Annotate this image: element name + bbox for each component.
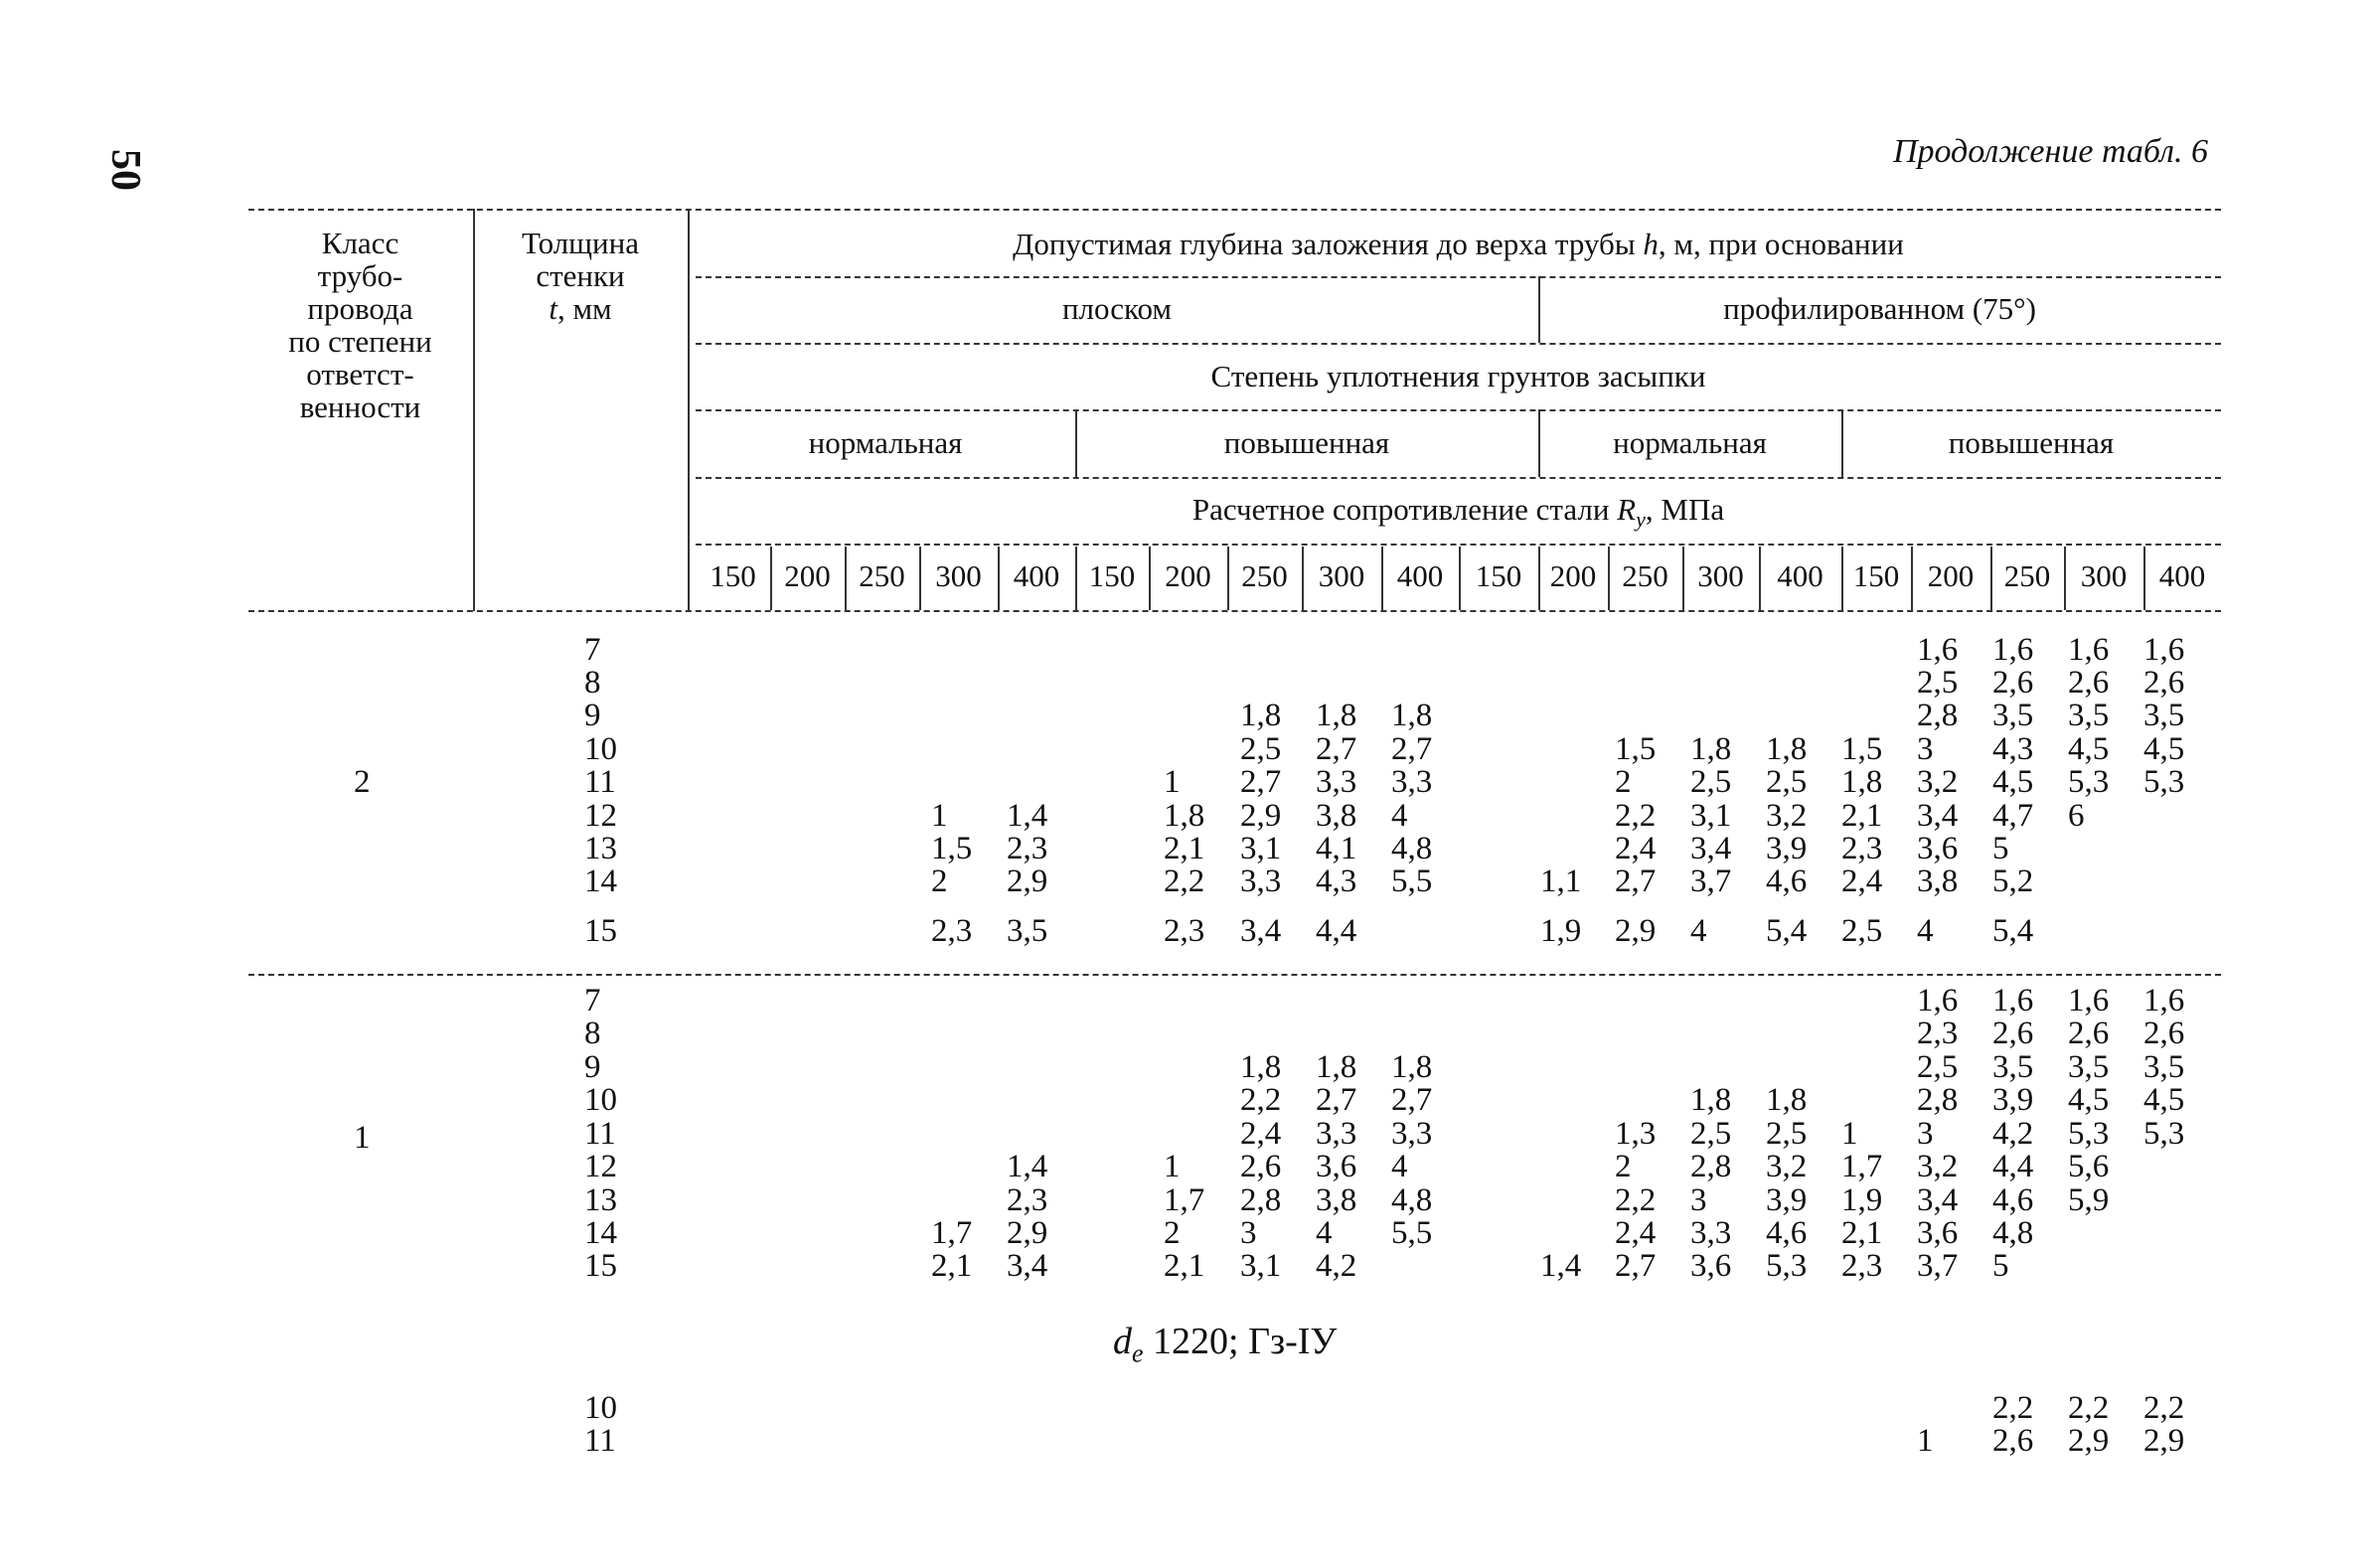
section2-cell: 2,5: [1690, 1116, 1732, 1152]
ry-value: 150: [1852, 558, 1900, 593]
section1-cell: 2,4: [1841, 863, 1883, 899]
section1-cell: 3,6: [1917, 831, 1959, 866]
section2-cell: 1,6: [2143, 983, 2185, 1019]
section1-cell: 2: [1615, 764, 1632, 800]
ry-value: 200: [1165, 558, 1211, 593]
section1-cell: 3,4: [1690, 831, 1732, 866]
section2-cell: 2: [1615, 1149, 1632, 1184]
ry-value: 150: [710, 558, 756, 593]
section1-cell: 3,5: [2068, 698, 2110, 733]
section2-cell: 1,3: [1615, 1116, 1657, 1152]
header-bottom-rule: [248, 610, 2221, 612]
section3-cell: 2,2: [2068, 1390, 2110, 1426]
section2-cell: 2,2: [1240, 1082, 1282, 1118]
section2-cell: 2,6: [2143, 1016, 2185, 1051]
section3-cell: 2,2: [1992, 1390, 2034, 1426]
section2-cell: 3,2: [1917, 1149, 1959, 1184]
ry-value: 300: [935, 558, 982, 593]
section3-cell: 2,2: [2143, 1390, 2185, 1426]
section1-cell: 2,6: [2068, 665, 2110, 701]
ry-divider: [1459, 547, 1461, 610]
section2-thickness: 12: [584, 1149, 617, 1184]
section1-cell: 1,5: [1841, 731, 1883, 767]
header-rule-6: [696, 544, 2221, 546]
section1-cell: 1: [931, 798, 948, 834]
ry-divider: [1841, 547, 1843, 610]
ry-divider: [1682, 547, 1684, 610]
section2-cell: 1,8: [1391, 1049, 1433, 1085]
section1-cell: 2,3: [931, 913, 973, 949]
section2-cell: 2,7: [1615, 1248, 1657, 1284]
header-compaction-title: Степень уплотнения грунтов засыпки: [1210, 359, 1706, 393]
section1-cell: 2: [931, 863, 948, 899]
ry-value: 150: [1475, 558, 1522, 593]
section2-cell: 2,8: [1240, 1182, 1282, 1218]
header-rule-4: [696, 409, 2221, 411]
section1-cell: 3,3: [1316, 764, 1357, 800]
section1-thickness: 13: [584, 831, 617, 866]
ry-divider: [1759, 547, 1761, 610]
table-top-rule: [248, 209, 2221, 211]
section1-thickness: 15: [584, 913, 617, 949]
header-depth-title: Допустимая глубина заложения до верха трубы h, м, при основании: [1013, 227, 1904, 261]
section1-cell: 1,6: [1992, 632, 2034, 668]
section1-cell: 2,4: [1615, 831, 1657, 866]
section2-thickness: 7: [584, 983, 601, 1019]
section1-cell: 5,3: [2143, 764, 2185, 800]
section2-cell: 3,4: [1917, 1182, 1959, 1218]
section1-cell: 2,5: [1766, 764, 1808, 800]
section1-cell: 2,5: [1690, 764, 1732, 800]
section1-cell: 1,8: [1316, 698, 1357, 733]
section3-cell: 2,9: [2068, 1423, 2110, 1459]
section1-cell: 5,4: [1992, 913, 2034, 949]
ry-value: 200: [784, 558, 831, 593]
section2-cell: 1,8: [1240, 1049, 1282, 1085]
section2-cell: 2,6: [1240, 1149, 1282, 1184]
section1-cell: 1,8: [1841, 764, 1883, 800]
section2-cell: 1,4: [1540, 1248, 1582, 1284]
section2-cell: 3: [1690, 1182, 1707, 1218]
section2-cell: 4: [1391, 1149, 1408, 1184]
header-vline-2: [688, 209, 690, 611]
section1-cell: 2,9: [1240, 798, 1282, 834]
section2-cell: 3,3: [1316, 1116, 1357, 1152]
section3-thickness: 11: [584, 1423, 616, 1459]
section1-cell: 5: [1992, 831, 2009, 866]
section2-cell: 5,3: [1766, 1248, 1808, 1284]
section1-cell: 3,2: [1917, 764, 1959, 800]
ry-divider: [998, 547, 1000, 610]
section2-cell: 4,6: [1766, 1215, 1808, 1251]
section1-cell: 1,8: [1164, 798, 1205, 834]
section1-cell: 5,2: [1992, 863, 2034, 899]
section1-cell: 2,5: [1917, 665, 1959, 701]
section1-thickness: 11: [584, 764, 616, 800]
ry-value: 250: [1241, 558, 1288, 593]
section1-thickness: 10: [584, 731, 617, 767]
section1-cell: 1,9: [1540, 913, 1582, 949]
section2-cell: 1,7: [1841, 1149, 1883, 1184]
section3-title: $d_e$ 1220; Гз-IУ: [1113, 1321, 1338, 1368]
section2-cell: 3,5: [1992, 1049, 2034, 1085]
section1-cell: 2,2: [1164, 863, 1205, 899]
section1-cell: 4,5: [2068, 731, 2110, 767]
section2-cell: 1,4: [1007, 1149, 1048, 1184]
section1-cell: 6: [2068, 798, 2085, 834]
section2-cell: 3,8: [1316, 1182, 1357, 1218]
section2-cell: 2,1: [1164, 1248, 1205, 1284]
section3-cell: 2,9: [2143, 1423, 2185, 1459]
section2-thickness: 8: [584, 1016, 601, 1051]
header-base-flat: плоском: [1061, 291, 1173, 326]
ry-value: 400: [2158, 558, 2206, 593]
section2-cell: 1,7: [1164, 1182, 1205, 1218]
section2-cell: 3,5: [2143, 1049, 2185, 1085]
section1-cell: 3,4: [1917, 798, 1959, 834]
section1-thickness: 7: [584, 632, 601, 668]
section2-cell: 1,6: [1992, 983, 2034, 1019]
section2-cell: 3,3: [1690, 1215, 1732, 1251]
section1-cell: 3,9: [1766, 831, 1808, 866]
section1-cell: 4,3: [1992, 731, 2034, 767]
section1-cell: 4,7: [1992, 798, 2034, 834]
section2-cell: 2,9: [1007, 1215, 1048, 1251]
section1-cell: 1,1: [1540, 863, 1582, 899]
section2-cell: 5,6: [2068, 1149, 2110, 1184]
section2-cell: 2,2: [1615, 1182, 1657, 1218]
section2-cell: 1,8: [1690, 1082, 1732, 1118]
section2-cell: 1,6: [2068, 983, 2110, 1019]
section1-cell: 1,4: [1007, 798, 1048, 834]
section2-cell: 4,6: [1992, 1182, 2034, 1218]
section2-cell: 3,5: [2068, 1049, 2110, 1085]
section2-cell: 2,1: [931, 1248, 973, 1284]
ry-divider: [1608, 547, 1610, 610]
ry-value: 250: [2003, 558, 2051, 593]
section2-thickness: 11: [584, 1116, 616, 1152]
section2-cell: 3,3: [1391, 1116, 1433, 1152]
section1-cell: 4,1: [1316, 831, 1357, 866]
section2-cell: 5: [1992, 1248, 2009, 1284]
section1-cell: 1: [1164, 764, 1181, 800]
ry-value: 400: [1013, 558, 1060, 593]
section2-cell: 3,6: [1917, 1215, 1959, 1251]
section1-class: 2: [354, 764, 371, 800]
section1-cell: 3,3: [1391, 764, 1433, 800]
section2-cell: 4,8: [1992, 1215, 2034, 1251]
section1-cell: 3,2: [1766, 798, 1808, 834]
section2-cell: 2,3: [1007, 1182, 1048, 1218]
header-compaction-high-flat: повышенная: [1223, 425, 1390, 460]
section1-cell: 2,9: [1615, 913, 1657, 949]
section1-cell: 3,1: [1240, 831, 1282, 866]
section2-cell: 1: [1164, 1149, 1181, 1184]
section2-cell: 2,5: [1917, 1049, 1959, 1085]
ry-divider: [1381, 547, 1383, 610]
section1-cell: 5,4: [1766, 913, 1808, 949]
section1-thickness: 8: [584, 665, 601, 701]
section2-thickness: 13: [584, 1182, 617, 1218]
section2-cell: 4,5: [2143, 1082, 2185, 1118]
section1-cell: 3,8: [1917, 863, 1959, 899]
section2-thickness: 14: [584, 1215, 617, 1251]
ry-divider: [1075, 547, 1077, 610]
section2-cell: 1,6: [1917, 983, 1959, 1019]
section1-cell: 2,5: [1240, 731, 1282, 767]
ry-divider: [1302, 547, 1304, 610]
ry-value: 400: [1777, 558, 1823, 593]
section1-cell: 3,5: [1992, 698, 2034, 733]
header-thickness-column: Толщина стенки t, мм: [522, 226, 639, 326]
ry-value: 200: [1927, 558, 1975, 593]
page-number: 50: [102, 149, 148, 191]
ry-divider: [1227, 547, 1229, 610]
ry-divider: [1911, 547, 1913, 610]
section1-cell: 1,6: [1917, 632, 1959, 668]
ry-divider: [2064, 547, 2066, 610]
header-rule-3: [696, 343, 2221, 345]
header-rule-2: [696, 276, 2221, 278]
section2-cell: 2,6: [2068, 1016, 2110, 1051]
section2-cell: 4,5: [2068, 1082, 2110, 1118]
ry-divider: [770, 547, 772, 610]
section1-cell: 1,8: [1391, 698, 1433, 733]
header-compaction-normal-flat: нормальная: [808, 425, 963, 460]
section2-thickness: 15: [584, 1248, 617, 1284]
section1-cell: 3,5: [2143, 698, 2185, 733]
section2-cell: 1,9: [1841, 1182, 1883, 1218]
section2-cell: 2,1: [1841, 1215, 1883, 1251]
section2-cell: 5,3: [2143, 1116, 2185, 1152]
section1-cell: 4,5: [1992, 764, 2034, 800]
section1-cell: 1,8: [1240, 698, 1282, 733]
section2-cell: 3: [1917, 1116, 1934, 1152]
section1-cell: 4: [1690, 913, 1707, 949]
ry-value: 400: [1396, 558, 1444, 593]
section2-cell: 3,1: [1240, 1248, 1282, 1284]
section1-cell: 2,1: [1841, 798, 1883, 834]
ry-divider: [1990, 547, 1992, 610]
ry-value: 150: [1088, 558, 1136, 593]
section2-thickness: 10: [584, 1082, 617, 1118]
header-resistance-title: Расчетное сопротивление стали $R_y$, МПа: [1191, 492, 1725, 533]
section1-cell: 2,6: [1992, 665, 2034, 701]
ry-divider: [1149, 547, 1151, 610]
section2-cell: 2,7: [1391, 1082, 1433, 1118]
section1-cell: 2,7: [1316, 731, 1357, 767]
section1-cell: 4,6: [1766, 863, 1808, 899]
section2-cell: 2,4: [1240, 1116, 1282, 1152]
section1-cell: 1,8: [1690, 731, 1732, 767]
section1-cell: 1,6: [2068, 632, 2110, 668]
section1-cell: 3,5: [1007, 913, 1048, 949]
section2-cell: 3,4: [1007, 1248, 1048, 1284]
section2-cell: 1,7: [931, 1215, 973, 1251]
section2-cell: 2: [1164, 1215, 1181, 1251]
section2-class: 1: [354, 1120, 371, 1156]
ry-divider: [2143, 547, 2145, 610]
section3-cell: 1: [1917, 1423, 1934, 1459]
section1-cell: 4,8: [1391, 831, 1433, 866]
header-compaction-normal-profiled: нормальная: [1613, 425, 1767, 460]
section1-cell: 2,3: [1007, 831, 1048, 866]
ry-value: 300: [1697, 558, 1744, 593]
section1-cell: 4,4: [1316, 913, 1357, 949]
section2-thickness: 9: [584, 1049, 601, 1085]
section2-cell: 5,3: [2068, 1116, 2110, 1152]
section1-cell: 4: [1391, 798, 1408, 834]
section2-cell: 1,8: [1316, 1049, 1357, 1085]
section2-cell: 2,8: [1917, 1082, 1959, 1118]
section1-cell: 3: [1917, 731, 1934, 767]
section1-thickness: 9: [584, 698, 601, 733]
ry-value: 200: [1549, 558, 1597, 593]
header-rule-5: [696, 477, 2221, 479]
section2-cell: 5,9: [2068, 1182, 2110, 1218]
section3-thickness: 10: [584, 1390, 617, 1426]
section1-cell: 5,5: [1391, 863, 1433, 899]
section2-cell: 3,6: [1316, 1149, 1357, 1184]
section2-cell: 3: [1240, 1215, 1257, 1251]
section1-cell: 1,5: [1615, 731, 1657, 767]
section2-cell: 2,8: [1690, 1149, 1732, 1184]
section1-cell: 2,9: [1007, 863, 1048, 899]
section1-cell: 2,7: [1391, 731, 1433, 767]
header-compaction-high-profiled: повышенная: [1948, 425, 2115, 460]
section2-cell: 2,5: [1766, 1116, 1808, 1152]
section1-cell: 3,7: [1690, 863, 1732, 899]
section1-cell: 3,3: [1240, 863, 1282, 899]
section2-cell: 4,2: [1316, 1248, 1357, 1284]
ry-divider: [1538, 547, 1540, 610]
section1-cell: 1,5: [931, 831, 973, 866]
section2-cell: 2,4: [1615, 1215, 1657, 1251]
section2-cell: 4,2: [1992, 1116, 2034, 1152]
section1-thickness: 12: [584, 798, 617, 834]
table-caption: Продолжение табл. 6: [1892, 133, 2208, 170]
section2-cell: 4: [1316, 1215, 1333, 1251]
section1-cell: 1,8: [1766, 731, 1808, 767]
section2-cell: 1,8: [1766, 1082, 1808, 1118]
section1-cell: 1,6: [2143, 632, 2185, 668]
section1-cell: 2,1: [1164, 831, 1205, 866]
section1-cell: 4: [1917, 913, 1934, 949]
section2-cell: 2,7: [1316, 1082, 1357, 1118]
ry-divider: [845, 547, 847, 610]
section2-cell: 3,7: [1917, 1248, 1959, 1284]
section1-cell: 3,1: [1690, 798, 1732, 834]
section2-cell: 2,3: [1917, 1016, 1959, 1051]
section3-cell: 2,6: [1992, 1423, 2034, 1459]
section2-cell: 1: [1841, 1116, 1858, 1152]
section1-cell: 2,2: [1615, 798, 1657, 834]
section2-cell: 4,8: [1391, 1182, 1433, 1218]
section1-cell: 2,3: [1164, 913, 1205, 949]
ry-value: 250: [1622, 558, 1668, 593]
section2-cell: 5,5: [1391, 1215, 1433, 1251]
section1-cell: 2,8: [1917, 698, 1959, 733]
section1-cell: 4,3: [1316, 863, 1357, 899]
ry-value: 300: [1318, 558, 1365, 593]
ry-value: 300: [2080, 558, 2128, 593]
header-class-column: Класс трубо- провода по степени ответст- венности: [288, 226, 432, 424]
section2-cell: 3,9: [1992, 1082, 2034, 1118]
section2-cell: 3,9: [1766, 1182, 1808, 1218]
section1-thickness: 14: [584, 863, 617, 899]
section2-cell: 2,3: [1841, 1248, 1883, 1284]
ry-divider: [919, 547, 921, 610]
section2-cell: 4,4: [1992, 1149, 2034, 1184]
ry-value: 250: [859, 558, 905, 593]
section2-cell: 3,2: [1766, 1149, 1808, 1184]
section1-cell: 2,3: [1841, 831, 1883, 866]
section1-cell: 2,5: [1841, 913, 1883, 949]
section1-cell: 2,7: [1615, 863, 1657, 899]
section1-cell: 5,3: [2068, 764, 2110, 800]
section1-cell: 3,8: [1316, 798, 1357, 834]
section2-cell: 3,6: [1690, 1248, 1732, 1284]
header-base-profiled: профилированном (75°): [1723, 291, 2036, 326]
section1-cell: 3,4: [1240, 913, 1282, 949]
section1-cell: 2,6: [2143, 665, 2185, 701]
section-separator: [248, 974, 2221, 976]
section1-cell: 4,5: [2143, 731, 2185, 767]
section1-cell: 2,7: [1240, 764, 1282, 800]
section2-cell: 2,6: [1992, 1016, 2034, 1051]
